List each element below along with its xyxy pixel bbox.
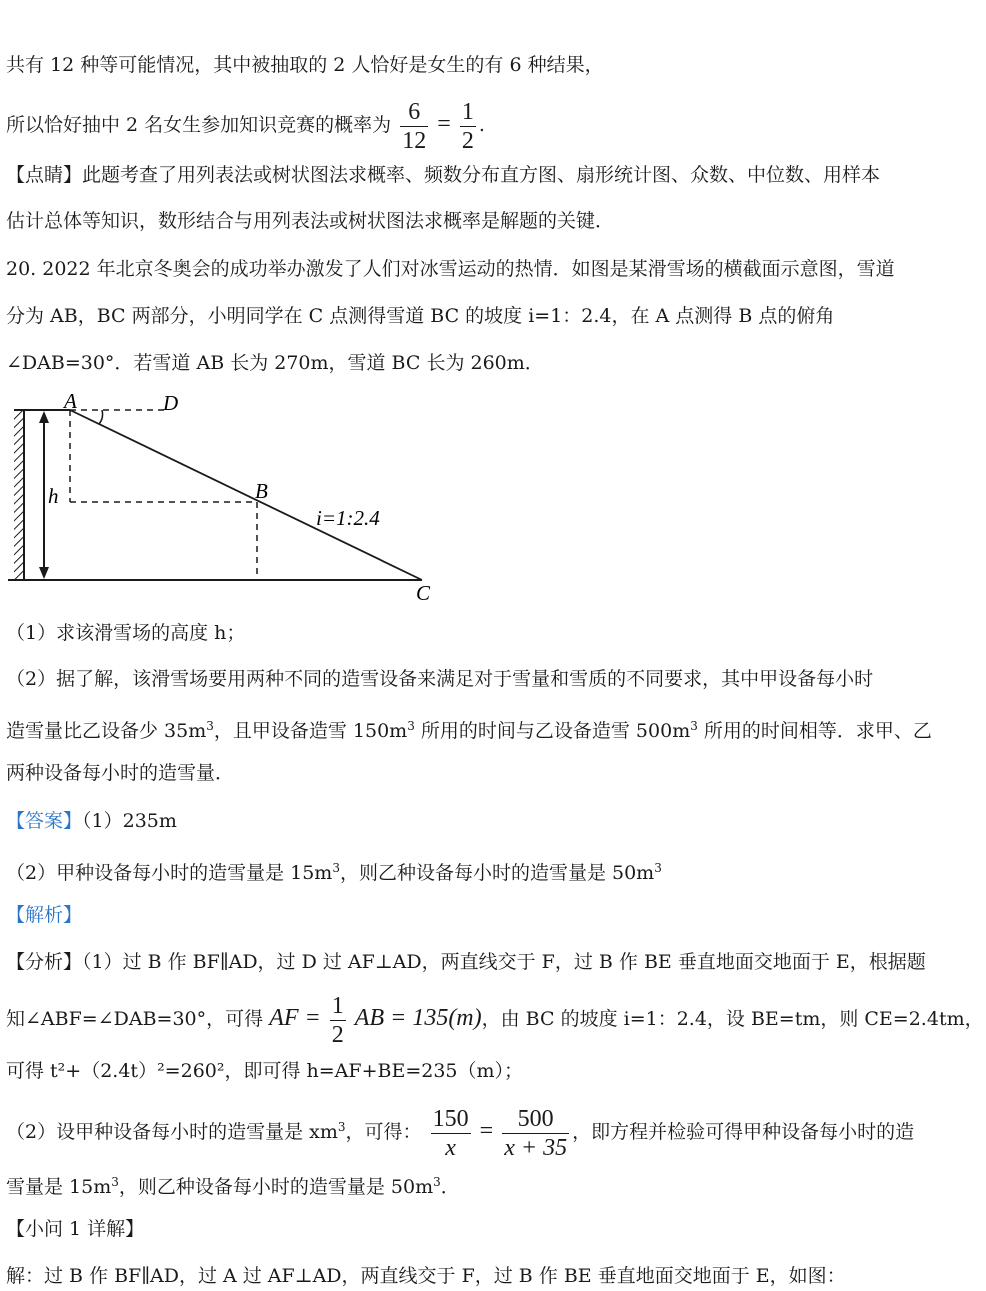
analysis-line: 可得 t²+（2.4t）²=260²，即可得 h=AF+BE=235（m）； <box>6 1060 524 1082</box>
part-2-line: 两种设备每小时的造雪量． <box>6 762 235 784</box>
analysis-tag: 【解析】 <box>6 904 83 926</box>
text-segment: 雪量是 15m <box>6 1176 112 1198</box>
text-segment: 所以恰好抽中 2 名女生参加知识竞赛的概率为 <box>6 114 392 136</box>
superscript: 3 <box>111 1175 119 1189</box>
text-segment: ，由 BC 的坡度 i=1：2.4，设 BE=tm，则 CE=2.4tm， <box>481 1008 984 1030</box>
text-segment: 知∠ABF=∠DAB=30°，可得 <box>6 1008 270 1030</box>
probability-line: 所以恰好抽中 2 名女生参加知识竞赛的概率为 $\frac{6}{12}$ = $\frac{1}{2}$ . <box>6 98 485 154</box>
text-segment: 此题考查了用列表法或树状图法求概率、频数分布直方图、扇形统计图、众数、中位数、用样本 <box>82 164 881 186</box>
text-segment: ，可得： <box>345 1121 422 1143</box>
superscript: 3 <box>433 1175 441 1189</box>
fraction <box>330 992 346 1049</box>
question-line: 分为 AB，BC 两部分，小明同学在 C 点测得雪道 BC 的坡度 i=1：2.4，在 A 点测得 B 点的俯角 <box>6 305 835 327</box>
wall-hatch <box>14 410 24 580</box>
dianjing-line <box>6 162 880 188</box>
label-D: D <box>163 391 179 415</box>
numerator: 150 <box>432 1105 469 1132</box>
superscript: 3 <box>206 719 214 733</box>
text-segment: 所用的时间相等．求甲、乙 <box>697 720 932 742</box>
part-2-line <box>6 713 932 744</box>
slope-label: i=1:2.4 <box>316 506 380 530</box>
answer-tag: 【答案】 <box>6 810 83 832</box>
text-segment: ，则乙种设备每小时的造雪量是 50m <box>118 1176 434 1198</box>
fraction <box>431 1105 471 1162</box>
text-line: 估计总体等知识，数形结合与用列表法或树状图法求概率是解题的关键． <box>6 210 615 232</box>
text-line: 共有 12 种等可能情况，其中被抽取的 2 人恰好是女生的有 6 种结果， <box>6 54 604 76</box>
detail-line: 解：过 B 作 BF∥AD，过 A 过 AF⊥AD，两直线交于 F，过 B 作 BE 垂直地面交地面于 E，如图： <box>6 1265 846 1287</box>
label-C: C <box>416 581 431 605</box>
answer-line <box>6 808 177 834</box>
arrow-head-up <box>39 411 49 423</box>
question-line: ∠DAB=30°．若雪道 AB 长为 270m，雪道 BC 长为 260m． <box>6 352 544 374</box>
superscript: 3 <box>337 1120 346 1134</box>
fraction <box>460 98 476 155</box>
math-expression: AB = 135(m) <box>354 1005 482 1031</box>
label-A: A <box>64 390 77 413</box>
fenxi-tag: 【分析】 <box>6 951 83 973</box>
numerator: 1 <box>461 98 474 125</box>
text-segment: （1）过 B 作 BF∥AD，过 D 过 AF⊥AD，两直线交于 F，过 B 作 BE 垂直地面交地面于 E，根据题 <box>82 951 926 973</box>
denominator: x <box>431 1133 471 1162</box>
text-segment: ，即方程并检验可得甲种设备每小时的造 <box>572 1121 915 1143</box>
part-2-line: （2）据了解，该滑雪场要用两种不同的造雪设备来满足对于雪量和雪质的不同要求，其中甲设备每小时 <box>6 668 874 690</box>
denominator: x + 35 <box>504 1134 568 1161</box>
numerator: 6 <box>408 98 421 125</box>
denominator: 2 <box>461 127 474 154</box>
math-expression: AF = <box>269 1005 321 1031</box>
dianjing-tag: 【点睛】 <box>6 164 83 186</box>
text-segment: ． <box>440 1176 460 1198</box>
detail-tag: 【小问 1 详解】 <box>6 1218 145 1240</box>
text-segment: （2）甲种设备每小时的造雪量是 15m <box>6 862 333 884</box>
question-line: 20. 2022 年北京冬奥会的成功举办激发了人们对冰雪运动的热情．如图是某滑雪场的横截面示意图，雪道 <box>6 258 895 280</box>
superscript: 3 <box>332 861 340 875</box>
text-segment: 所用的时间与乙设备造雪 500m <box>414 720 691 742</box>
slope-line <box>70 410 422 580</box>
analysis-line <box>6 990 984 1049</box>
analysis-line: （2）设甲种设备每小时的造雪量是 $xm^3$，可得： $\frac{150}{x}$ = $\frac{500}{x + 35}$ ，即方程并检验可得甲种设备每小时的造 <box>6 1105 915 1161</box>
denominator: 2 <box>331 1021 344 1048</box>
label-h: h <box>48 484 59 508</box>
fraction <box>400 98 428 155</box>
superscript: 3 <box>654 861 662 875</box>
numerator: 1 <box>331 992 344 1019</box>
analysis-line <box>6 1169 460 1200</box>
superscript: 3 <box>407 719 415 733</box>
fraction <box>502 1105 569 1162</box>
answer-1: （1）235m <box>82 810 177 832</box>
text-segment: ，且甲设备造雪 150m <box>213 720 408 742</box>
superscript: 3 <box>690 719 698 733</box>
text-segment: ，则乙种设备每小时的造雪量是 50m <box>339 862 655 884</box>
text-segment: 造雪量比乙设备少 35m <box>6 720 207 742</box>
label-B: B <box>255 479 268 503</box>
arrow-head-down <box>39 567 49 579</box>
ski-slope-diagram <box>0 390 450 605</box>
numerator: 500 <box>517 1105 554 1132</box>
text-segment: （2）设甲种设备每小时的造雪量是 xm <box>6 1121 338 1143</box>
analysis-line <box>6 949 926 975</box>
answer-line <box>6 855 662 886</box>
denominator: 12 <box>402 127 427 154</box>
angle-arc <box>99 410 103 424</box>
part-1: （1）求该滑雪场的高度 h； <box>6 622 246 644</box>
